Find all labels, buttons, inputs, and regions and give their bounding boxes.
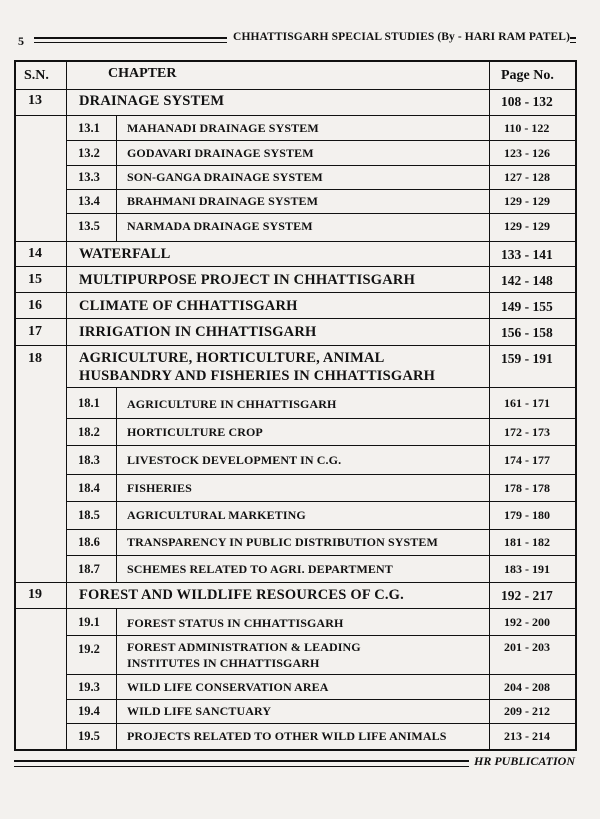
- publisher-name: HR PUBLICATION: [473, 754, 575, 768]
- row-rule: [66, 699, 575, 700]
- row-rule: [16, 345, 575, 346]
- row-rule: [66, 387, 575, 388]
- section-title: TRANSPARENCY IN PUBLIC DISTRIBUTION SYSTEM: [127, 535, 438, 549]
- row-rule: [66, 501, 575, 502]
- chapter-pages: 159 - 191: [501, 351, 553, 366]
- section-title: FISHERIES: [127, 481, 192, 495]
- section-number: 19.4: [78, 704, 100, 718]
- footer-rule: [14, 760, 469, 762]
- row-rule: [66, 635, 575, 636]
- chapter-pages: 156 - 158: [501, 325, 553, 340]
- chapter-title: WATERFALL: [79, 246, 171, 262]
- chapter-number: 16: [28, 298, 42, 313]
- sub-divider-18: [116, 387, 117, 582]
- section-number: 18.1: [78, 396, 100, 410]
- section-pages: 192 - 200: [504, 615, 550, 629]
- section-number: 19.3: [78, 680, 100, 694]
- section-title: BRAHMANI DRAINAGE SYSTEM: [127, 194, 319, 208]
- col-header-sn: S.N.: [24, 68, 49, 83]
- section-number: 13.4: [78, 194, 100, 208]
- row-rule: [66, 165, 575, 166]
- section-pages: 161 - 171: [504, 396, 550, 410]
- section-number: 19.5: [78, 729, 100, 743]
- section-title: NARMADA DRAINAGE SYSTEM: [127, 219, 313, 233]
- row-rule: [66, 189, 575, 190]
- section-number: 18.7: [78, 562, 100, 576]
- chapter-title: MULTIPURPOSE PROJECT IN CHHATTISGARH: [79, 272, 416, 288]
- section-title: SON-GANGA DRAINAGE SYSTEM: [127, 170, 323, 184]
- col-header-chapter: CHAPTER: [108, 66, 177, 81]
- sub-divider-13: [116, 115, 117, 242]
- section-pages: 213 - 214: [504, 729, 550, 743]
- section-title: SCHEMES RELATED TO AGRI. DEPARTMENT: [127, 562, 393, 576]
- page-number: 5: [18, 34, 24, 48]
- section-pages: 129 - 129: [504, 194, 550, 208]
- section-number: 18.3: [78, 453, 100, 467]
- row-rule: [66, 723, 575, 724]
- chapter-title-line2: HUSBANDRY AND FISHERIES IN CHHATTISGARH: [79, 368, 436, 384]
- section-number: 18.2: [78, 425, 100, 439]
- row-rule: [66, 418, 575, 419]
- section-title-line2: INSTITUTES IN CHHATTISGARH: [127, 656, 320, 670]
- section-number: 18.5: [78, 508, 100, 522]
- chapter-title-line1: AGRICULTURE, HORTICULTURE, ANIMAL: [79, 350, 385, 366]
- section-title: HORTICULTURE CROP: [127, 425, 263, 439]
- chapter-number: 17: [28, 324, 42, 339]
- row-rule: [16, 292, 575, 293]
- col-header-pages: Page No.: [501, 68, 554, 83]
- chapter-number: 18: [28, 351, 42, 366]
- section-number: 13.1: [78, 121, 100, 135]
- chapter-title: FOREST AND WILDLIFE RESOURCES OF C.G.: [79, 587, 404, 603]
- section-pages: 127 - 128: [504, 170, 550, 184]
- section-pages: 209 - 212: [504, 704, 550, 718]
- chapter-number: 13: [28, 93, 42, 108]
- row-rule: [16, 89, 575, 90]
- contents-table: [14, 60, 577, 751]
- section-pages: 123 - 126: [504, 146, 550, 160]
- row-rule: [16, 318, 575, 319]
- chapter-number: 15: [28, 272, 42, 287]
- section-number: 19.1: [78, 615, 100, 629]
- section-title: GODAVARI DRAINAGE SYSTEM: [127, 146, 314, 160]
- section-title: AGRICULTURE IN CHHATTISGARH: [127, 397, 337, 411]
- section-title: WILD LIFE CONSERVATION AREA: [127, 680, 329, 694]
- row-rule: [16, 608, 575, 609]
- section-number: 13.3: [78, 170, 100, 184]
- chapter-pages: 149 - 155: [501, 299, 553, 314]
- section-number: 19.2: [78, 642, 100, 656]
- section-number: 18.6: [78, 535, 100, 549]
- section-number: 13.5: [78, 219, 100, 233]
- section-number: 18.4: [78, 481, 100, 495]
- sub-divider-19: [116, 608, 117, 749]
- section-title: PROJECTS RELATED TO OTHER WILD LIFE ANIMALS: [127, 729, 447, 743]
- section-pages: 129 - 129: [504, 219, 550, 233]
- section-pages: 181 - 182: [504, 535, 550, 549]
- chapter-pages: 192 - 217: [501, 588, 553, 603]
- chapter-number: 14: [28, 246, 42, 261]
- section-title: MAHANADI DRAINAGE SYSTEM: [127, 121, 319, 135]
- chapter-pages: 108 - 132: [501, 94, 553, 109]
- section-title: AGRICULTURAL MARKETING: [127, 508, 306, 522]
- page-header: [14, 31, 576, 48]
- page-footer: [14, 754, 577, 778]
- row-rule: [66, 213, 575, 214]
- section-pages: 179 - 180: [504, 508, 550, 522]
- section-pages: 178 - 178: [504, 481, 550, 495]
- book-title: CHHATTISGARH SPECIAL STUDIES (By - HARI RAM PATEL): [227, 31, 570, 43]
- row-rule: [16, 241, 575, 242]
- chapter-title: IRRIGATION IN CHHATTISGARH: [79, 324, 317, 340]
- row-rule: [66, 555, 575, 556]
- chapter-title: DRAINAGE SYSTEM: [79, 93, 225, 109]
- section-pages: 174 - 177: [504, 453, 550, 467]
- section-title: WILD LIFE SANCTUARY: [127, 704, 272, 718]
- row-rule: [16, 115, 575, 116]
- section-pages: 110 - 122: [504, 121, 550, 135]
- section-title-line1: FOREST ADMINISTRATION & LEADING: [127, 640, 361, 654]
- section-pages: 201 - 203: [504, 640, 550, 654]
- chapter-pages: 142 - 148: [501, 273, 553, 288]
- section-title: FOREST STATUS IN CHHATTISGARH: [127, 616, 344, 630]
- section-number: 13.2: [78, 146, 100, 160]
- row-rule: [66, 140, 575, 141]
- section-pages: 183 - 191: [504, 562, 550, 576]
- section-pages: 204 - 208: [504, 680, 550, 694]
- row-rule: [16, 266, 575, 267]
- row-rule: [66, 529, 575, 530]
- chapter-pages: 133 - 141: [501, 247, 553, 262]
- chapter-title: CLIMATE OF CHHATTISGARH: [79, 298, 298, 314]
- row-rule: [16, 582, 575, 583]
- row-rule: [66, 674, 575, 675]
- section-pages: 172 - 173: [504, 425, 550, 439]
- row-rule: [66, 445, 575, 446]
- chapter-number: 19: [28, 587, 42, 602]
- row-rule: [66, 474, 575, 475]
- footer-rule-thin: [14, 766, 469, 767]
- section-title: LIVESTOCK DEVELOPMENT IN C.G.: [127, 453, 342, 467]
